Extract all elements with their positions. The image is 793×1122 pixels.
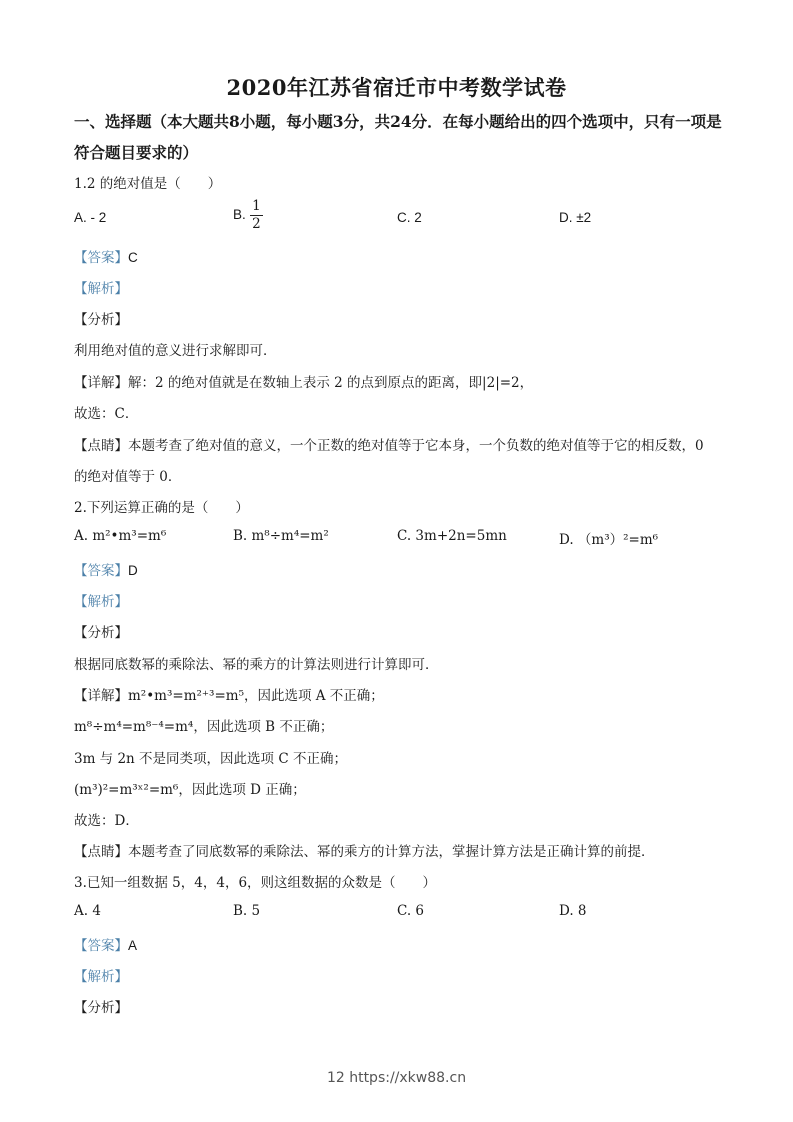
q3-option-d: D. 8 bbox=[559, 903, 587, 919]
q1-stem: 1.2 的绝对值是（ ） bbox=[74, 176, 222, 192]
answer-label: 【答案】 bbox=[74, 938, 128, 954]
answer-value: D bbox=[128, 563, 138, 578]
q1-choose: 故选：C． bbox=[74, 406, 139, 422]
q1-fenxi-text: 利用绝对值的意义进行求解即可． bbox=[74, 343, 277, 359]
detail-text: 解：2 的绝对值就是在数轴上表示 2 的点到原点的距离，即|2|=2， bbox=[128, 375, 534, 391]
detail-text: m²•m³=m²⁺³=m⁵，因此选项 A 不正确； bbox=[128, 688, 384, 704]
q1-analysis-label: 【解析】 bbox=[74, 281, 128, 297]
q1-detail bbox=[74, 371, 533, 391]
answer-value: A bbox=[128, 938, 138, 953]
comment-label: 【点睛】 bbox=[74, 438, 128, 454]
q3-analysis-label: 【解析】 bbox=[74, 969, 128, 985]
q2-fenxi-text: 根据同底数幂的乘除法、幂的乘方的计算法则进行计算即可． bbox=[74, 657, 439, 673]
section-heading: 一、选择题（本大题共8小题，每小题3分，共24分．在每小题给出的四个选项中，只有一项是符合题目要求的） bbox=[74, 112, 722, 162]
q1-option-a: A. - 2 bbox=[74, 210, 107, 225]
q2-choose: 故选：D． bbox=[74, 813, 139, 829]
q2-analysis-label: 【解析】 bbox=[74, 594, 128, 610]
fraction-denominator: 2 bbox=[252, 216, 261, 232]
detail-label: 【详解】 bbox=[74, 375, 128, 391]
fraction-numerator: 1 bbox=[252, 198, 261, 214]
q2-detail bbox=[74, 684, 384, 704]
q1-comment bbox=[74, 434, 704, 454]
q3-fenxi-label: 【分析】 bbox=[74, 1000, 128, 1016]
page-footer: 12 https://xkw88.cn bbox=[326, 1070, 467, 1086]
q1-option-c: C. 2 bbox=[397, 210, 422, 225]
q1-option-b-prefix: B. bbox=[233, 207, 246, 222]
q3-option-c: C. 6 bbox=[397, 903, 425, 919]
answer-value: C bbox=[128, 250, 138, 265]
q2-detail-3: 3m 与 2n 不是同类项，因此选项 C 不正确； bbox=[74, 751, 347, 767]
q2-option-b: B. m⁸÷m⁴=m² bbox=[233, 528, 329, 544]
q1-option-b bbox=[233, 198, 263, 233]
comment-label: 【点睛】 bbox=[74, 844, 128, 860]
page-title: 2020年江苏省宿迁市中考数学试卷 bbox=[226, 75, 567, 100]
q2-stem: 2.下列运算正确的是（ ） bbox=[74, 500, 249, 516]
q3-answer bbox=[74, 934, 137, 954]
q1-comment-cont: 的绝对值等于 0． bbox=[74, 469, 182, 485]
q1-option-d: D. ±2 bbox=[559, 210, 592, 225]
q2-fenxi-label: 【分析】 bbox=[74, 625, 128, 641]
q1-fenxi-label: 【分析】 bbox=[74, 312, 128, 328]
q2-option-a: A. m²•m³=m⁶ bbox=[74, 528, 167, 544]
q3-stem: 3.已知一组数据 5，4，4，6，则这组数据的众数是（ ） bbox=[74, 875, 437, 891]
comment-text: 本题考查了同底数幂的乘除法、幂的乘方的计算方法，掌握计算方法是正确计算的前提． bbox=[128, 844, 655, 860]
q2-detail-4: (m³)²=m³ˣ²=m⁶，因此选项 D 正确； bbox=[74, 782, 306, 798]
q2-option-d: D. （m³）²=m⁶ bbox=[559, 532, 659, 548]
q2-option-c: C. 3m+2n=5mn bbox=[397, 528, 507, 544]
q1-answer bbox=[74, 246, 138, 266]
answer-label: 【答案】 bbox=[74, 250, 128, 266]
q2-comment bbox=[74, 840, 655, 860]
comment-text: 本题考查了绝对值的意义，一个正数的绝对值等于它本身，一个负数的绝对值等于它的相反数，0 bbox=[128, 438, 704, 454]
detail-label: 【详解】 bbox=[74, 688, 128, 704]
q3-option-a: A. 4 bbox=[74, 903, 101, 919]
q2-detail-2: m⁸÷m⁴=m⁸⁻⁴=m⁴，因此选项 B 不正确； bbox=[74, 719, 334, 735]
answer-label: 【答案】 bbox=[74, 563, 128, 579]
fraction bbox=[250, 198, 263, 233]
q2-answer bbox=[74, 559, 138, 579]
q3-option-b: B. 5 bbox=[233, 903, 261, 919]
